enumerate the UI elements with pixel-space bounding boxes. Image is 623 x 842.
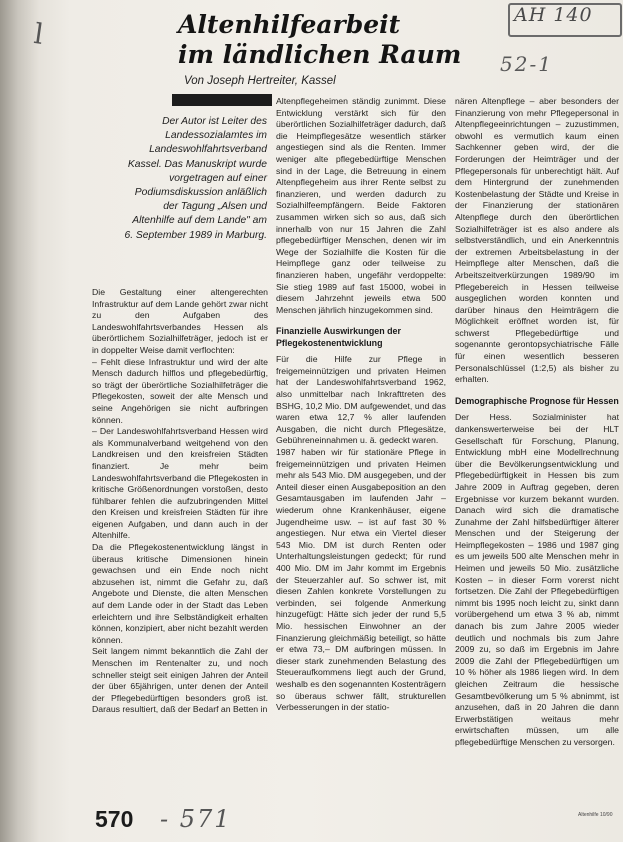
paragraph: 1987 haben wir für stationäre Pflege in freigemeinnützigen und privaten Heimen mehr als 543 Mio. DM ausgegeben, und der Anteil dieser einen Ausgabeposition an den Gesamtausgaben im laufenden Jahr – wiederum ohne Krankenhäuser, eigene Jugendheime usw. – ist auf fast 30 % angestiegen. Nur etwa ein Viertel dieser 543 Mio. DM ist durch Renten oder Unterhaltungsleistungen gedeckt; für rund 400 Mio. DM im Jahr kommt im Ergebnis der Steuerzahler auf. So schwer ist, mit diesen Zahlen konkrete Vorstellungen zu verbinden, sei folgende Anmerkung hinzugefügt: Hätte sich jeder der rund 5,5 Mio. hessischen Einwohner an der Finanzierung gleichmäßig beteiligt, so hätte er etwa 73,– DM aufbringen müssen. In dieser stark zunehmenden Belastung des Steueraufkommens liegt auch der Grund, weshalb es den sogenannten Kostenträgern so überaus schwer fällt, strukturellen Verbesserungen in der statio- — [276, 447, 447, 713]
section-heading: Demographische Prognose für Hessen — [455, 395, 619, 406]
article-title-line-2: im ländlichen Raum — [178, 40, 462, 69]
archive-stamp-text: AH 140 — [514, 4, 593, 26]
paragraph: Der Hess. Sozialminister hat dankenswerterweise bei der HLT Gesellschaft für Forschung, Planung, Entwicklung mbH eine Modellrechnung über die Bevölkerungsentwicklung und Pflegebedürftigkeit in Hessen bis zum Jahre 2009 in Auftrag gegeben, deren Ergebnisse vor kurzem bekannt wurden. Danach wird sich die dramatische Zunahme der Zahl hilfsbedürftiger älterer Menschen und der Steigerung der Heimpflegekosten – 1986 und 1987 ging es um jeweils 500 alte Menschen mehr in Heimen und jeweils 50 Mio. zusätzliche Kosten – in dieser Form vorerst nicht fortsetzen. Die Zahl der Pflegebedürftigen nimmt bis 1995 noch leicht zu, sinkt dann vorübergehend um etwa 3 % ab, nimmt danach bis zum Jahre 2005 wieder deutlich und nochmals bis zum Jahre 2009 zu, so daß im Ergebnis im Jahre 2009 die Zahl der Pflegebedürftigen um 10 % höher als 1986 liegen wird. In dem gleichen Zeitraum die hessische Gesamtbevölkerung um 5 % abnimmt, ist anzusehen, daß in 20 Jahren die dann Erwerbstätigen weitaus mehr erwirtschaften müssen, um alle pflegebedürftige Menschen zu versorgen. — [455, 412, 619, 747]
paragraph: – Der Landeswohlfahrtsverband Hessen wird als Kommunalverband weitgehend von den Landkreisen und den kreisfreien Städten finanziert. Je mehr beim Landeswohlfahrtsverband die Pflegekosten in kritische Größenordnungen vorstoßen, desto fühlbarer fehlen die aufzubringenden Mittel den Kreisen und kreisfreien Städten für ihre eigenen Aufgaben, und dann auch in der Altenhilfe. — [92, 426, 268, 541]
article-title — [178, 10, 508, 70]
section-heading: Finanzielle Auswirkungen der Pflegekostenentwicklung — [276, 326, 401, 348]
paragraph: Seit langem nimmt bekanntlich die Zahl der Menschen im Rentenalter zu, und noch schneller steigt seit einigen Jahren der Anteil der über 65jährigen, unter denen der Anteil der Pflegebedürftigen besonders groß ist. Daraus resultiert, daß der Bedarf an Betten in — [92, 646, 268, 715]
paragraph: Da die Pflegekostenentwicklung längst in überaus kritische Dimensionen hinein gewachsen und ein Ende noch nicht abzusehen ist, nimmt die Gefahr zu, daß Angebote und Dienste, die alten Menschen auf dem Lande oder in der Stadt das Leben erleichtern und ihre Selbständigkeit erhalten können, konzipiert, aber nicht bezahlt werden können. — [92, 542, 268, 645]
article-author: Von Joseph Hertreiter, Kassel — [184, 75, 336, 87]
black-rule-bar — [172, 94, 272, 106]
handwritten-page-correction: - 571 — [160, 805, 232, 833]
text-column-3 — [455, 96, 619, 749]
author-intro-note: Der Autor ist Leiter des Landessozialamtes im Landeswohlfahrtsverband Kassel. Das Manuskript wurde vorgetragen auf einer Podiumsdiskussion anläßlich der Tagung „Alsen und Altenhilfe auf dem Lande" am 6. September 1989 in Marburg. — [124, 116, 267, 241]
paragraph: Für die Hilfe zur Pflege in freigemeinnützigen und privaten Heimen hat der Landeswohlfahrtsverband 1962, also unmittelbar nach Inkrafttreten des BSHG, 10,2 Mio. DM aufgewendet, und das waren etwa 12,7 % aller laufenden Ausgaben, die nicht durch Pflegesätze, Gebühreneinnahmen u. ä. gedeckt waren. — [276, 354, 446, 446]
paragraph: Altenpflegeheimen ständig zunimmt. Diese Entwicklung verstärkt sich für den überörtlichen Sozialhilfeträger dadurch, daß die Heimpflegesätze wesentlich stärker angestiegen sind als die Renten. Immer weniger alte pflegebedürftige Menschen sind in der Lage, die Betreuung in einem Altenpflegeheim aus ihrer Rente selbst zu finanzieren, und werden dadurch zu Sozialhilfeempfängern. Beide Faktoren zusammen wirken sich so aus, daß sich innerhalb von nur 15 Jahren die Zahl pflegebedürftiger Menschen, denen wir im Wege der Sozialhilfe die Kosten für die Heimpflege ganz oder teilweise zu finanzieren haben, ungefähr verdoppelte: Sie stieg 1989 auf fast 15000, wobei in diesem Jahrzehnt jeweils etwa 500 Menschen jährlich hinzugekommen sind. — [276, 96, 446, 315]
paragraph: nären Altenpflege – aber besonders der Finanzierung von mehr Pflegepersonal in Altenpflegeeinrichtungen – zuzustimmen, obwohl es vermutlich kaum einen Sachkenner geben wird, der die Forderungen der Heimträger und der Pflegepersonals für unberechtigt hält. Auf dem Hintergrund der zunehmenden Kostenbelastung der Städte und Kreise in der Finanzierung der stationären Altenpflege durch den überörtlichen Sozialhilfeträger ist es also andere als selbstverständlich, und ein Anerkenntnis der extremen Arbeitsbelastung in der Heimpflege alter Menschen, daß die Arbeitszeitverkürzungen 1989/90 im Pflegebereich in Hessen teilweise ausgeglichen worden konnten und darüber hinaus den Heimträgern die Möglichkeit eröffnet worden ist, für schwerst Pflegebedürftige und sogenannte gerontopsychiatrische Fälle für einen wesentlich besseren Personalschlüssel (1:2,5) als bisher zu erhalten. — [455, 96, 619, 385]
text-column-1 — [92, 287, 268, 716]
text-column-2 — [276, 96, 446, 714]
article-title-line-1: Altenhilfearbeit — [178, 10, 401, 39]
paragraph: Die Gestaltung einer altengerechten Infrastruktur auf dem Lande gehört zwar nicht zu den Aufgaben des Landeswohlfahrtsverbandes Hessen als überörtlichem Sozialhilfeträger, jedoch ist er in doppelter Weise damit verflochten: — [92, 287, 268, 355]
handwritten-reference: 52-1 — [500, 52, 553, 76]
page-binding-shadow — [0, 0, 40, 842]
page-number: 570 — [95, 806, 134, 832]
handwritten-mark-top-left: l — [31, 17, 46, 51]
footer-source: Altenhilfe 10/90 — [578, 812, 613, 818]
paragraph: – Fehlt diese Infrastruktur und wird der alte Mensch dadurch hilflos und pflegebedürftig, so trägt der überörtliche Sozialhilfeträger die Pflegekosten, soweit der alte Mensch und seine Angehörigen sie nicht aufbringen können. — [92, 356, 268, 425]
